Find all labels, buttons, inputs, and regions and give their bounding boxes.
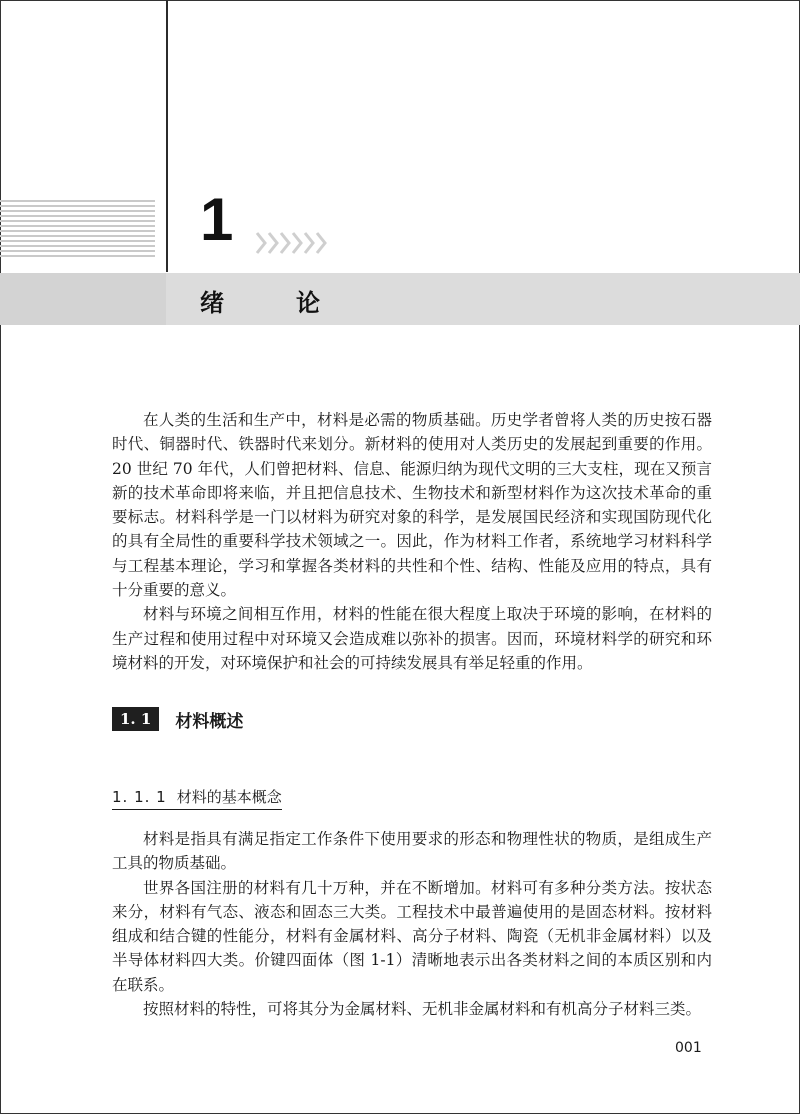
body-paragraph-3: 按照材料的特性，可将其分为金属材料、无机非金属材料和有机高分子材料三类。 bbox=[143, 1000, 702, 1019]
chevron-decoration-icon bbox=[255, 230, 335, 256]
subsection-number: 1. 1. 1 bbox=[112, 788, 167, 806]
section-number-badge: 1. 1 bbox=[112, 707, 159, 731]
chapter-number: 1 bbox=[200, 186, 234, 253]
intro-paragraph-1: 在人类的生活和生产中，材料是必需的物质基础。历史学者曾将人类的历史按石器时代、铜器时代、铁器时代来划分。新材料的使用对人类历史的发展起到重要的作用。20 世纪 70 年代，人们曾把材料、信息、能源归纳为现代文明的三大支柱，现在又预言新的技术革命即将来临，并且把信息技术、生物技术和新型材料作为这次技术革命的重要标志。材料科学是一门以材料为研究对象的科学，是发展国民经济和实现国防现代化的具有全局性的重要科学技术领域之一。因此，作为材料工作者，系统地学习材料科学与工程基本理论，学习和掌握各类材料的共性和个性、结构、性能及应用的特点，具有十分重要的意义。 bbox=[112, 411, 712, 600]
subsection-text bbox=[112, 827, 712, 1021]
decorative-lines bbox=[0, 200, 155, 260]
vertical-rule bbox=[166, 0, 168, 272]
section-title: 材料概述 bbox=[175, 711, 244, 732]
page-number: 001 bbox=[675, 1040, 702, 1056]
subsection-heading bbox=[112, 786, 282, 810]
subsection-title: 材料的基本概念 bbox=[176, 788, 282, 806]
section-heading bbox=[112, 706, 243, 732]
body-paragraph-2: 世界各国注册的材料有几十万种，并在不断增加。材料可有多种分类方法。按状态来分，材料有气态、液态和固态三大类。工程技术中最普遍使用的是固态材料。按材料组成和结合键的性能分，材料有金属材料、高分子材料、陶瓷（无机非金属材料）以及半导体材料四大类。价键四面体（图 1-1）清晰地表示出各类材料之间的本质区别和内在联系。 bbox=[112, 878, 712, 994]
chapter-title-band bbox=[0, 273, 800, 325]
intro-paragraph-2: 材料与环境之间相互作用，材料的性能在很大程度上取决于环境的影响，在材料的生产过程和使用过程中对环境又会造成难以弥补的损害。因而，环境材料学的研究和环境材料的开发，对环境保护和社会的可持续发展具有举足轻重的作用。 bbox=[112, 605, 712, 672]
chapter-title: 绪 论 bbox=[200, 289, 344, 317]
title-band-left bbox=[0, 273, 166, 325]
body-paragraph-1: 材料是指具有满足指定工作条件下使用要求的形态和物理性状的物质，是组成生产工具的物质基础。 bbox=[112, 830, 712, 873]
intro-text bbox=[112, 408, 712, 675]
